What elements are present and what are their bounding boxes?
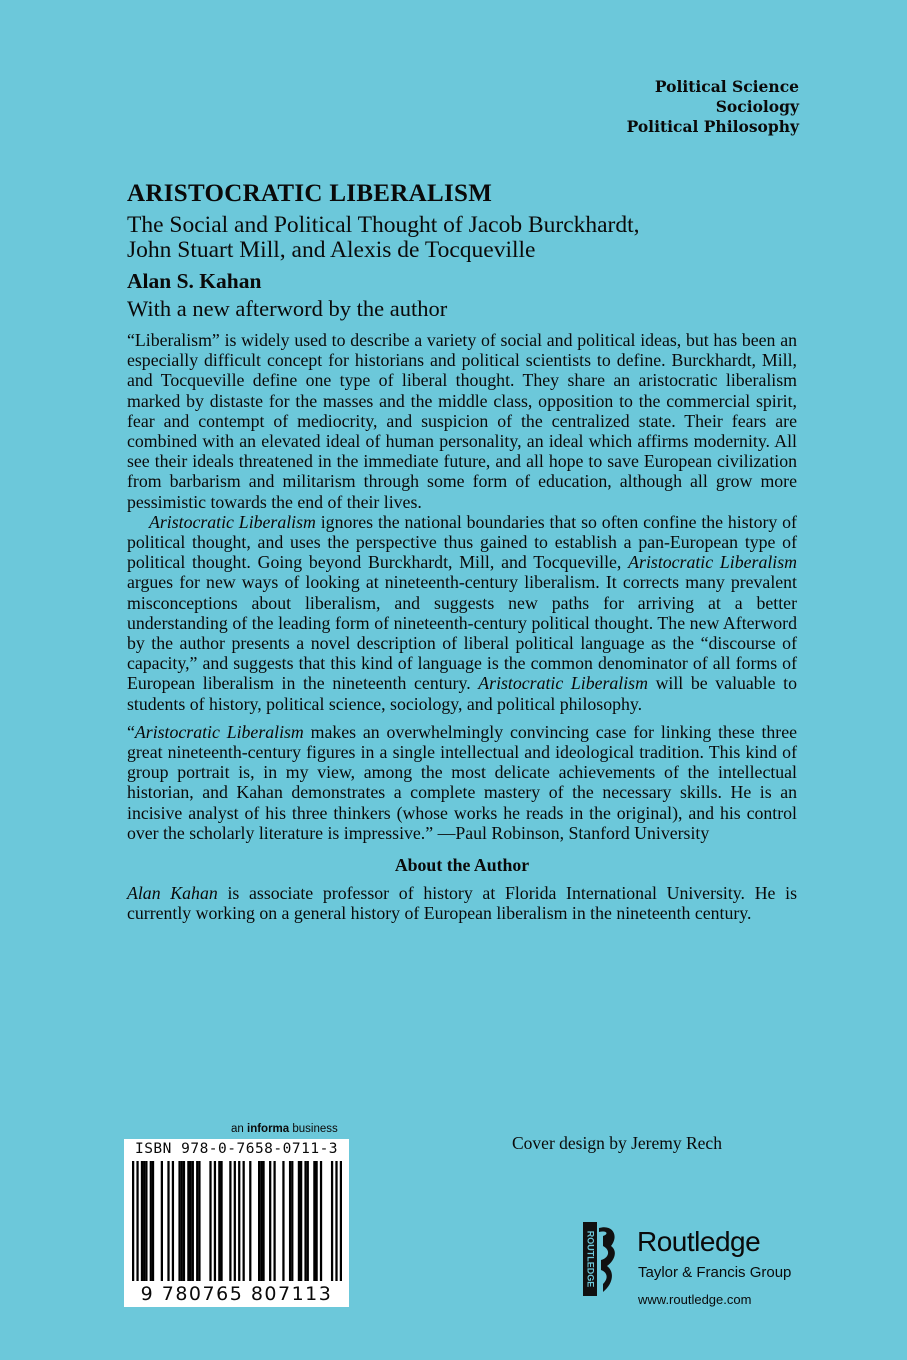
blurb-paragraph-2 xyxy=(127,512,797,714)
logo-profile xyxy=(599,1227,615,1292)
barcode-bar xyxy=(313,1161,315,1281)
barcode-bar xyxy=(273,1161,275,1281)
barcode-bar xyxy=(335,1161,337,1281)
publisher-name: Routledge xyxy=(637,1226,761,1257)
book-title-italic: Aristocratic Liberalism xyxy=(478,673,648,694)
ean-digits: 9 780765 807113 xyxy=(140,1283,333,1305)
barcode-bar xyxy=(220,1161,222,1281)
publisher-group: Taylor & Francis Group xyxy=(638,1264,792,1281)
category-political-science: Political Science xyxy=(654,77,799,96)
barcode-bar xyxy=(132,1161,134,1281)
blurb-paragraph-1: “Liberalism” is widely used to describe a variety of social and political ideas, but has been an especially difficult concept for historians and political scientists to define. Burckhardt, Mill, and Tocqueville define one type of liberal thought. They share an aristocratic liberalism marked by distaste for the masses and the middle class, opposition to the commercial spirit, fear and contempt of mediocrity, and suspicion of the centralized state. Their fears are combined with an elevated ideal of human personality, an ideal which affirms modernity. All see their ideals threatened in the immediate future, and all hope to save European civilization from barbarism and militarism through some form of education, although all grow more pessimistic towards the end of their lives. xyxy=(127,330,797,512)
barcode-bar xyxy=(258,1161,260,1281)
barcode-bar xyxy=(304,1161,306,1281)
author-name: Alan S. Kahan xyxy=(127,269,262,293)
blurb xyxy=(127,330,797,924)
author-name-italic: Alan Kahan xyxy=(127,883,218,904)
book-title-italic: Aristocratic Liberalism xyxy=(134,721,304,742)
informa-imprint xyxy=(231,1123,338,1135)
barcode-bar xyxy=(172,1161,174,1281)
imprint-brand: informa xyxy=(247,1123,290,1135)
paragraph-text: ignores the national boundaries that so often confine the history of political thought, and uses the perspective thus gained to establish a pan-European type of political thought. Going beyond Burckhardt, Mill, and Tocqueville, xyxy=(127,511,797,573)
book-title-italic: Aristocratic Liberalism xyxy=(149,511,316,532)
review-quote xyxy=(127,722,797,843)
paragraph-text: argues for new ways of looking at nineteenth-century liberalism. It corrects many prevalent misconceptions about liberalism, and suggests new paths for arriving at a better understanding of the leading form of nineteenth-century political thought. The new Afterword by the author presents a novel description of liberal political language as the “discourse of capacity,” and suggests that this kind of language is the common denominator of all forms of European liberalism in the nineteenth century. xyxy=(127,572,797,694)
about-author-text xyxy=(127,883,797,923)
barcode-bar xyxy=(192,1161,194,1281)
barcode-bar xyxy=(262,1161,264,1281)
category-sociology: Sociology xyxy=(715,97,799,116)
barcode-bar xyxy=(243,1161,245,1281)
barcode-bar xyxy=(152,1161,154,1281)
barcode-bar xyxy=(238,1161,240,1281)
barcode-bar xyxy=(307,1161,309,1281)
barcode-bar xyxy=(249,1161,251,1281)
barcode-bar xyxy=(260,1161,262,1281)
barcode-bar xyxy=(218,1161,220,1281)
barcode-bar xyxy=(300,1161,302,1281)
barcode-bar xyxy=(143,1161,145,1281)
barcode-bar xyxy=(181,1161,183,1281)
barcode-bar xyxy=(189,1161,191,1281)
barcode-bar xyxy=(331,1161,333,1281)
logo-vertical-text: ROUTLEDGE xyxy=(585,1230,596,1288)
about-author-heading: About the Author xyxy=(394,855,530,876)
barcode-bar xyxy=(141,1161,143,1281)
routledge-logo-icon xyxy=(583,1222,623,1296)
barcode-bar xyxy=(167,1161,169,1281)
publisher-website[interactable]: www.routledge.com xyxy=(638,1292,752,1307)
book-title-italic: Aristocratic Liberalism xyxy=(628,552,797,573)
barcode-bar xyxy=(198,1161,200,1281)
isbn-number: ISBN 978-0-7658-0711-3 xyxy=(134,1141,339,1157)
barcode-bar xyxy=(229,1161,231,1281)
book-title: ARISTOCRATIC LIBERALISM xyxy=(127,180,493,207)
barcode-bar xyxy=(234,1161,236,1281)
barcode-bar xyxy=(136,1161,138,1281)
barcode-bars xyxy=(132,1161,342,1281)
about-text: is associate professor of history at Florida International University. He is currently working on a general history of European liberalism in the nineteenth century. xyxy=(127,883,797,924)
barcode-bar xyxy=(178,1161,180,1281)
quote-text: makes an overwhelmingly convincing case for linking these three great nineteenth-century figures in a single intellectual and ideological tradition. This kind of group portrait is, in my view, among the most delicate achievements of the intellectual historian, and Kahan demonstrates a complete mastery of the necessary skills. He is an incisive analyst of his three thinkers (whose works he reads in the original), and his control over the scholarly literature is impressive.” —Paul Robinson, Stanford University xyxy=(127,721,797,843)
barcode-bar xyxy=(291,1161,293,1281)
barcode-bar xyxy=(289,1161,291,1281)
subject-categories xyxy=(627,77,799,137)
afterword-note: With a new afterword by the author xyxy=(127,296,448,321)
barcode-bar xyxy=(183,1161,185,1281)
barcode-bar xyxy=(187,1161,189,1281)
cover-design-credit: Cover design by Jeremy Rech xyxy=(512,1133,722,1153)
quote-mark: “ xyxy=(127,721,135,742)
imprint-suffix: business xyxy=(289,1123,338,1135)
barcode-bar xyxy=(269,1161,271,1281)
barcode-bar xyxy=(196,1161,198,1281)
barcode-bar xyxy=(145,1161,147,1281)
barcode-bar xyxy=(214,1161,216,1281)
paragraph-text: will be valuable to students of history, political science, sociology, and political philosophy. xyxy=(127,673,797,714)
barcode-bar xyxy=(298,1161,300,1281)
barcode-bar xyxy=(320,1161,322,1281)
subtitle-line-2: John Stuart Mill, and Alexis de Tocqueville xyxy=(127,237,536,263)
isbn-barcode xyxy=(124,1139,349,1307)
category-political-philosophy: Political Philosophy xyxy=(626,117,799,136)
subtitle-line-1: The Social and Political Thought of Jacob Burckhardt, xyxy=(127,212,640,238)
barcode-bar xyxy=(340,1161,342,1281)
barcode-bar xyxy=(161,1161,163,1281)
book-subtitle xyxy=(127,213,787,263)
barcode-bar xyxy=(315,1161,317,1281)
barcode-bar xyxy=(282,1161,284,1281)
barcode-bar xyxy=(150,1161,152,1281)
imprint-prefix: an xyxy=(231,1123,247,1135)
barcode-bar xyxy=(209,1161,211,1281)
